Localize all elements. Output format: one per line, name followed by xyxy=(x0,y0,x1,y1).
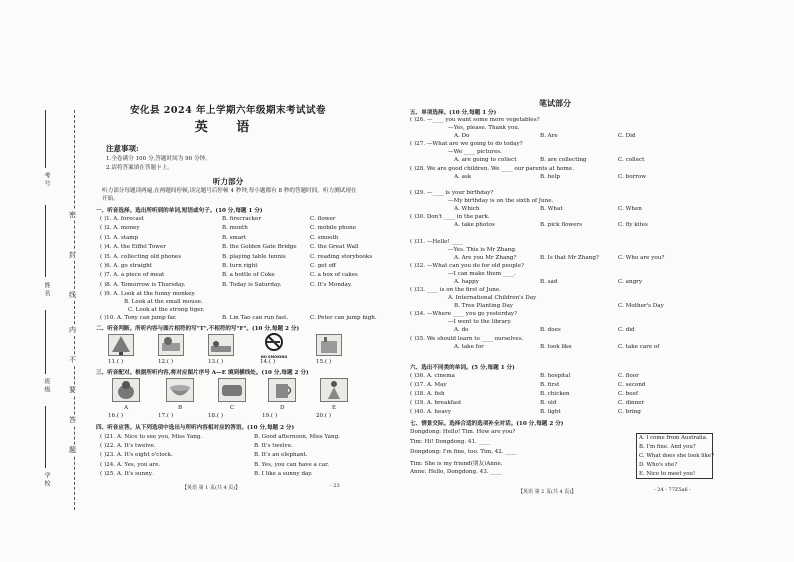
q14-caption: 14.( ) xyxy=(260,359,276,365)
q18-caption: 18.( ) xyxy=(208,413,224,419)
choice-option-b: B. firecracker xyxy=(222,216,262,222)
picture-sleeping xyxy=(208,334,234,356)
section-3-heading: 三、听音配对。根据所听内容,将对应图片序号 A—E 填到横线处。(10 分,每题 2 分) xyxy=(96,370,309,376)
written-heading: 笔试部分 xyxy=(539,98,571,108)
choice-option-c: C. reading storybooks xyxy=(310,253,373,260)
odd-one-option-a: ( )37. A. May xyxy=(410,382,447,388)
picture-stove xyxy=(316,334,342,356)
seal-char: 要 xyxy=(69,386,76,394)
letter-d: D xyxy=(280,405,285,411)
choice-option-b: B. Today is Saturday. xyxy=(222,281,282,288)
choice-option-a: ( )1. A. forecast xyxy=(100,216,144,222)
odd-one-option-c: C. floor xyxy=(618,373,639,379)
question-option: A. do xyxy=(454,327,469,334)
left-footer: 【英语 第 1 页(共 4 页)】 xyxy=(182,485,241,491)
gutter-line xyxy=(45,110,46,168)
answer-option-a: ( )24. A. Yes, you are. xyxy=(100,461,161,468)
question-stem: ( )28. We are good children. We ____ our parents at home. xyxy=(410,165,574,172)
question-line: —I went to the library. xyxy=(448,319,512,326)
seal-char: 题 xyxy=(69,446,76,454)
question-option: C. did xyxy=(618,327,635,334)
notice-heading: 注意事项: xyxy=(106,144,139,153)
question-line: —I can make them ____. xyxy=(448,270,516,277)
choice-option-c: C. a box of cakes xyxy=(310,272,358,279)
gutter-line xyxy=(45,205,46,277)
question-stem: ( )30. Don't ____ in the park. xyxy=(410,214,490,221)
dialogue-line: Anne: Hello, Dongdong. 43. ____ xyxy=(410,469,502,475)
odd-one-option-b: B. hospital xyxy=(540,373,571,379)
q12-caption: 12.( ) xyxy=(158,359,174,365)
option-c: C. What does she look like? xyxy=(639,453,714,459)
q13-caption: 13.( ) xyxy=(208,359,224,365)
question-stem: ( )29. —____ is your birthday? xyxy=(410,189,494,196)
question-line: —Yes, please. Thank you. xyxy=(448,125,520,131)
odd-one-option-b: B. first xyxy=(540,382,560,388)
binding-gutter xyxy=(34,110,82,510)
choice-option-c: C. the Great Wall xyxy=(310,244,359,251)
dialogue-line: Dongdong: Hello! Tim. How are you? xyxy=(410,429,516,435)
q10-c: C. Peter can jump high. xyxy=(310,315,377,321)
question-stem: ( )34. —Where ____ you go yesterday? xyxy=(410,311,518,318)
notice-line: 2.请将答案填在答题卡上。 xyxy=(106,165,173,171)
choice-option-a: ( )8. A. Tomorrow is Thursday. xyxy=(100,281,186,288)
question-option: A. Are you Mr Zhang? xyxy=(454,254,517,261)
choice-option-c: C. flower xyxy=(310,216,336,222)
question-option: B. does xyxy=(540,327,561,334)
question-stem: ( )31. —Hello! ____ xyxy=(410,238,463,245)
choice-option-a: ( )5. A. collecting old phones xyxy=(100,253,182,260)
q17-caption: 17.( ) xyxy=(158,413,174,419)
choice-option-c: C. smooth xyxy=(310,234,339,241)
picture-reading xyxy=(158,334,184,356)
dialogue-line: Tim: She is my friend(朋友)Anne. xyxy=(410,461,503,467)
question-option: C. angry xyxy=(618,278,642,285)
section-7-heading: 七、情景交际。选择合适的选项补全对话。(10 分,每题 2 分) xyxy=(410,421,564,427)
answer-option-b: B. Yes, you can have a car. xyxy=(254,461,329,468)
listening-intro: 听力部分每题读两遍,在两题间停顿,读完题号后停顿 4 秒钟,每小题都有 8 秒的答题时间。听力测试现在开始。 xyxy=(102,188,357,202)
q9-option-b: B. Look at the small mouse. xyxy=(124,299,203,305)
notice-line: 1.全卷满分 100 分,答题时间为 90 分钟。 xyxy=(106,156,211,162)
question-line: A. International Children's Day xyxy=(448,295,537,302)
letter-b: B xyxy=(178,405,183,411)
odd-one-option-a: ( )40. A. heavy xyxy=(410,409,451,415)
question-option: A. ask xyxy=(454,173,472,180)
seal-char: 密 xyxy=(69,211,76,219)
gutter-label-exam-no: 考号 xyxy=(43,172,50,188)
question-option: A. Do xyxy=(454,133,470,139)
question-option: B. sad xyxy=(540,278,558,285)
right-page-number: - 24 - 77Z5a6 - xyxy=(654,487,691,493)
q10-b: B. Lin Tao can run fast. xyxy=(222,315,289,321)
answer-option-b: B. It's an elephant. xyxy=(254,452,308,459)
odd-one-option-a: ( )36. A. cinema xyxy=(410,373,455,379)
odd-one-option-a: ( )38. A. fish xyxy=(410,391,445,397)
question-option: C. Did xyxy=(618,133,636,139)
question-line: —Yes. This is Mr Zhang. xyxy=(448,246,517,253)
choice-option-c: C. get off xyxy=(310,263,336,269)
question-option: C. borrow xyxy=(618,173,647,180)
right-footer: 【英语 第 2 页(共 4 页)】 xyxy=(518,489,577,495)
choice-option-b: B. turn right xyxy=(222,263,258,269)
q19-caption: 19.( ) xyxy=(262,413,278,419)
question-line: —My birthday is on the sixth of June. xyxy=(448,197,554,204)
answer-option-a: ( )23. A. It's eight o'clock. xyxy=(100,452,173,459)
question-option: B. Tree Planting Day xyxy=(454,303,513,310)
answer-option-a: ( )25. A. It's sunny. xyxy=(100,470,153,477)
question-option: B. are collecting xyxy=(540,157,587,164)
question-option: C. fly kites xyxy=(618,222,648,229)
question-option: B. help xyxy=(540,173,560,180)
seal-char: 答 xyxy=(69,416,76,424)
seal-char: 内 xyxy=(69,326,76,334)
odd-one-option-c: C. bring xyxy=(618,409,641,415)
choice-option-b: B. playing table tennis xyxy=(222,253,286,260)
picture-c-bread xyxy=(218,378,246,402)
question-option: A. take for xyxy=(454,343,484,350)
question-option: B. pick flowers xyxy=(540,222,583,229)
choice-option-a: ( )7. A. a piece of meat xyxy=(100,272,165,279)
exam-subject: 英 语 xyxy=(194,120,262,135)
choice-option-b: B. month xyxy=(222,225,248,232)
picture-no-smoking xyxy=(260,333,288,357)
question-stem: ( )32. —What can you do for old people? xyxy=(410,262,524,269)
section-6-heading: 六、选出不同类的单词。(5 分,每题 1 分) xyxy=(410,365,515,371)
gutter-label-school: 学校 xyxy=(43,472,50,488)
seal-char: 封 xyxy=(69,251,76,259)
q15-caption: 15.( ) xyxy=(316,359,332,365)
question-option: A. Which xyxy=(454,205,480,212)
picture-b-bowl xyxy=(166,378,194,402)
choice-option-b: B. the Golden Gate Bridge xyxy=(222,244,297,251)
q9-line: ( )9. A. Look at the funny monkey. xyxy=(100,291,196,297)
answer-option-b: B. Good afternoon, Miss Yang. xyxy=(254,434,340,440)
question-option: B. What xyxy=(540,205,563,212)
question-option: B. look like xyxy=(540,343,572,350)
choice-option-a: ( )2. A. money xyxy=(100,225,140,232)
no-smoking-label: NO SMOKING xyxy=(260,355,288,359)
question-stem: ( )26. —____ you want some more vegetables? xyxy=(410,117,540,123)
answer-option-a: ( )21. A. Nice to see you, Miss Yang. xyxy=(100,434,203,440)
choice-option-b: B. smart xyxy=(222,234,247,241)
choice-option-c: C. It's Monday. xyxy=(310,281,353,288)
answer-option-a: ( )22. A. It's twelve. xyxy=(100,443,156,450)
odd-one-option-b: B. chicken xyxy=(540,391,570,397)
question-option: A. are going to collect xyxy=(454,157,517,164)
question-line: —We ____ pictures. xyxy=(448,149,502,156)
question-option: A. happy xyxy=(454,278,479,285)
q10-a: ( )10. A. Tony can jump far. xyxy=(100,315,177,321)
option-a: A. I come from Australia. xyxy=(639,435,708,441)
question-stem: ( )35. We should learn to ____ ourselves. xyxy=(410,335,524,342)
section-1-heading: 一、听音选择。选出所听到的单词,短语或句子。(10 分,每题 1 分) xyxy=(96,208,263,214)
q9-option-c: C. Look at the strong tiger. xyxy=(128,307,205,313)
odd-one-option-c: C. second xyxy=(618,382,646,388)
odd-one-option-c: C. dinner xyxy=(618,400,645,406)
gutter-label-class: 班级 xyxy=(43,378,50,394)
picture-christmas-tree xyxy=(108,334,134,356)
q16-caption: 16.( ) xyxy=(108,413,124,419)
question-option: C. When xyxy=(618,205,642,212)
choice-option-c: C. mobile phone xyxy=(310,225,357,232)
option-e: E. Nice to meet you! xyxy=(639,471,696,477)
letter-e: E xyxy=(332,405,337,411)
section-4-heading: 四、听音应答。从下列选项中选出与所听内容相对应的答语。(10 分,每题 2 分) xyxy=(96,425,295,431)
answer-option-b: B. I like a sunny day. xyxy=(254,470,313,477)
question-stem: ( )33. ____ is on the first of June. xyxy=(410,287,501,294)
picture-d-cup xyxy=(268,378,296,402)
letter-c: C xyxy=(230,405,235,411)
question-option: B. Are xyxy=(540,133,558,139)
odd-one-option-c: C. beef xyxy=(618,391,638,397)
gutter-line xyxy=(45,310,46,374)
choice-option-a: ( )3. A. stamp xyxy=(100,234,139,241)
question-option: A. take photos xyxy=(454,222,495,229)
question-option: B. Is that Mr Zhang? xyxy=(540,254,599,261)
left-page-number: - 23 xyxy=(330,483,340,489)
option-b: B. I'm fine. And you? xyxy=(639,444,696,450)
question-option: C. Mother's Day xyxy=(618,303,664,310)
options-box xyxy=(636,433,713,479)
question-option: C. Who are you? xyxy=(618,254,665,261)
exam-title: 安化县 2024 年上学期六年级期末考试试卷 xyxy=(129,105,327,116)
gutter-line xyxy=(45,406,46,468)
q11-caption: 11.( ) xyxy=(108,359,124,365)
gutter-label-name: 姓名 xyxy=(43,282,50,298)
picture-e-figure xyxy=(320,378,348,402)
odd-one-option-a: ( )39. A. breakfast xyxy=(410,400,462,406)
listening-heading: 听力部分 xyxy=(212,177,244,186)
dialogue-line: Dongdong: I'm fine, too. Tim, 42. ____ xyxy=(410,449,517,455)
question-option: C. take care of xyxy=(618,343,660,350)
question-option: C. collect xyxy=(618,157,645,164)
section-2-heading: 二、听音判断。所听内容与图片相符的写"T",不相符的写"F"。(10 分,每题 2 分) xyxy=(96,326,300,332)
q20-caption: 20.( ) xyxy=(316,413,332,419)
choice-option-b: B. a bottle of Coke xyxy=(222,272,275,279)
section-5-heading: 五、单项选择。(10 分,每题 1 分) xyxy=(410,110,497,116)
choice-option-a: ( )4. A. the Eiffel Tower xyxy=(100,244,166,251)
letter-a: A xyxy=(124,405,129,411)
choice-option-a: ( )6. A. go straight xyxy=(100,263,152,269)
answer-option-b: B. It's twelve. xyxy=(254,443,293,450)
odd-one-option-b: B. old xyxy=(540,400,557,406)
question-stem: ( )27. —What are we going to do today? xyxy=(410,141,523,148)
picture-a-animal xyxy=(112,378,140,402)
option-d: D. Who's she? xyxy=(639,462,678,468)
dialogue-line: Tim: Hi! Dongdong. 41. ____ xyxy=(410,439,490,445)
odd-one-option-b: B. light xyxy=(540,409,561,415)
seal-char: 不 xyxy=(69,356,76,364)
seal-char: 线 xyxy=(69,291,76,299)
